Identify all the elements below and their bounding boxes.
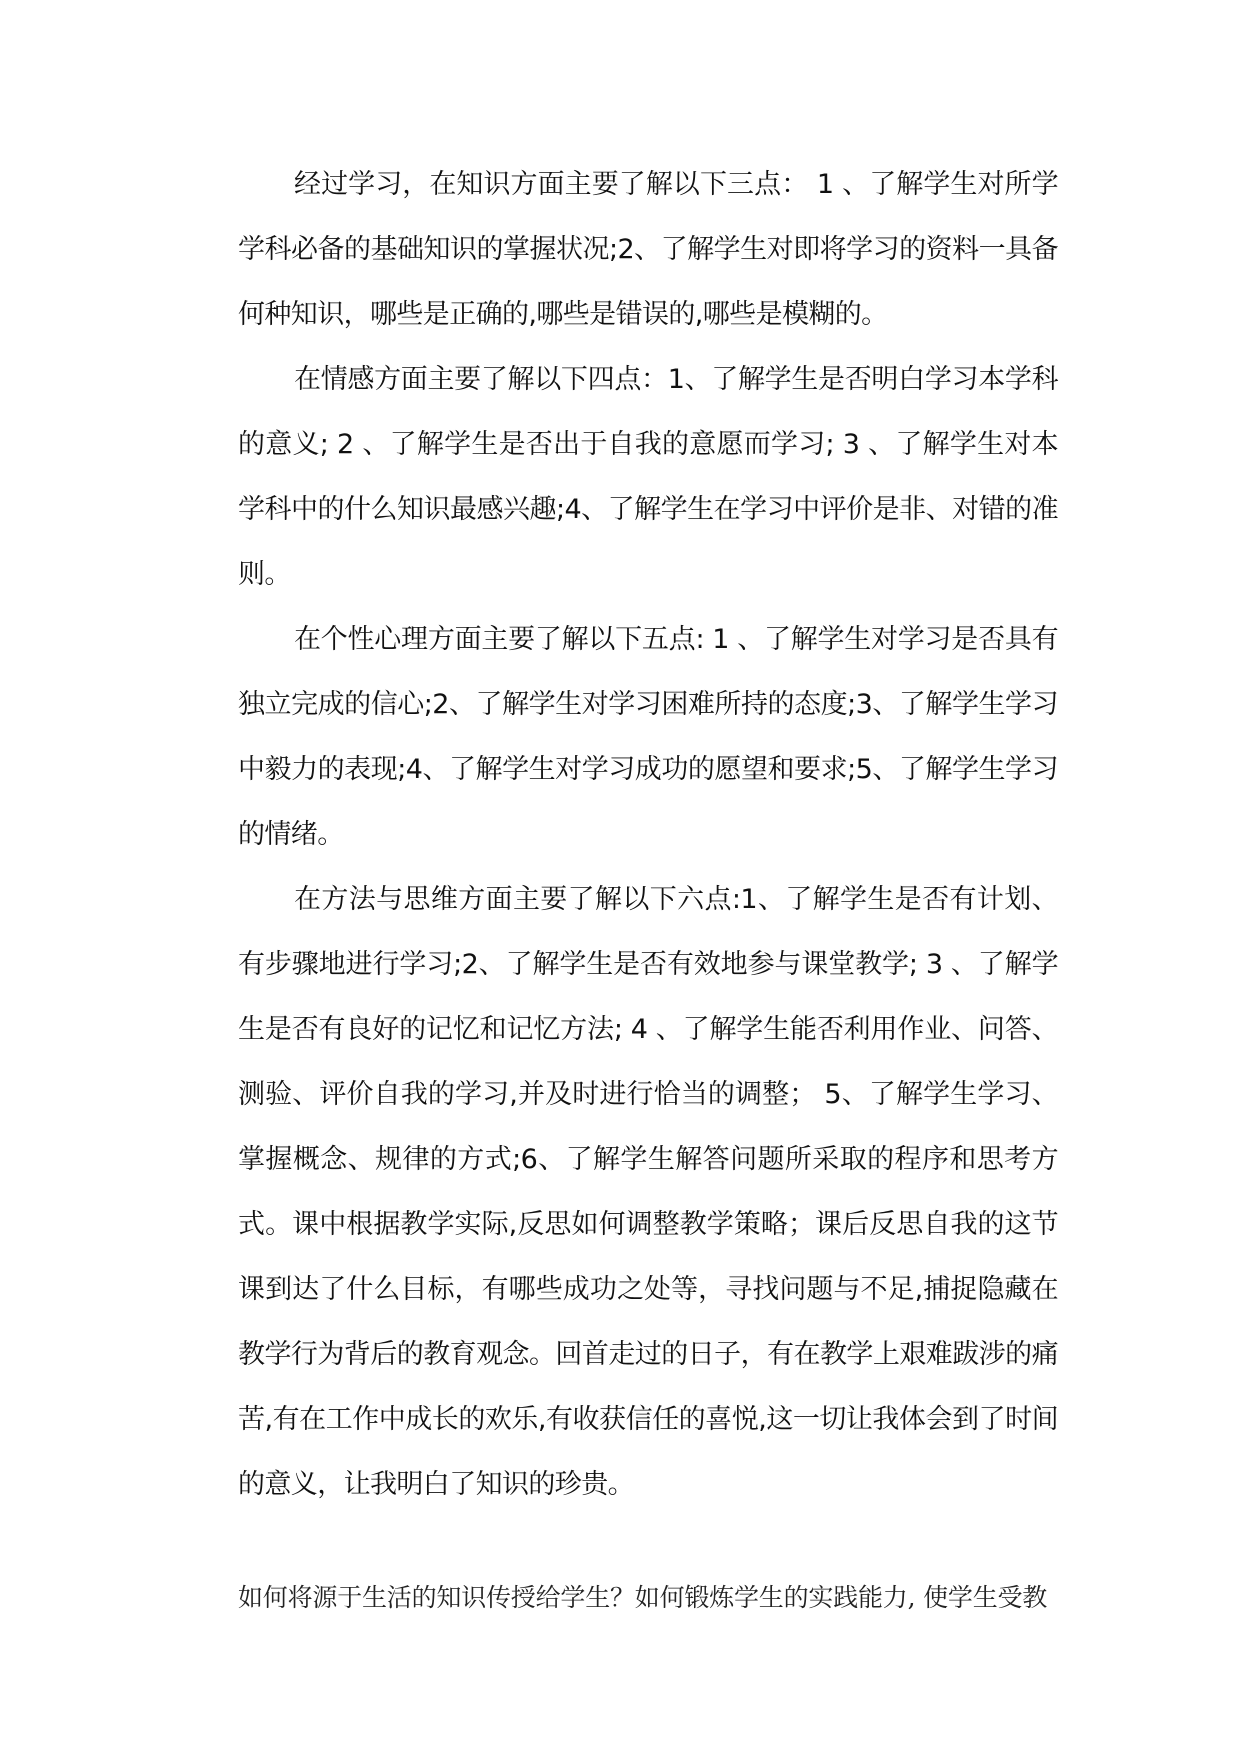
paragraph-knowledge: 经过学习，在知识方面主要了解以下三点： 1 、了解学生对所学学科必备的基础知识的掌握状况;2、了解学生对即将学习的资料一具备何种知识，哪些是正确的,哪些是错误的,哪些是模糊的。 bbox=[238, 169, 1058, 330]
document-body bbox=[238, 152, 1058, 1517]
paragraph-emotion: 在情感方面主要了解以下四点：1、了解学生是否明白学习本学科的意义; 2 、了解学生是否出于自我的意愿而学习; 3 、了解学生对本学科中的什么知识最感兴趣;4、了解学生在学习中评价是非、对错的准则。 bbox=[238, 364, 1058, 590]
paragraph-personality: 在个性心理方面主要了解以下五点: 1 、了解学生对学习是否具有独立完成的信心;2、了解学生对学习困难所持的态度;3、了解学生学习中毅力的表现;4、了解学生对学习成功的愿望和要求;5、了解学生学习的情绪。 bbox=[238, 624, 1058, 850]
paragraph-method-thinking: 在方法与思维方面主要了解以下六点:1、了解学生是否有计划、有步骤地进行学习;2、了解学生是否有效地参与课堂教学; 3 、了解学生是否有良好的记忆和记忆方法; 4 、了解学生能否利用作业、问答、测验、评价自我的学习,并及时进行恰当的调整； 5、了解学生学习、掌握概念、规律的方式;6、了解学生解答问题所采取的程序和思考方式。课中根据教学实际,反思如何调整教学策略；课后反思自我的这节课到达了什么目标，有哪些成功之处等，寻找问题与不足,捕捉隐藏在教学行为背后的教育观念。回首走过的日子，有在教学上艰难跋涉的痛苦,有在工作中成长的欢乐,有收获信任的喜悦,这一切让我体会到了时间的意义，让我明白了知识的珍贵。 bbox=[238, 884, 1058, 1500]
trailing-line: 如何将源于生活的知识传授给学生？如何锻炼学生的实践能力, 使学生受教 bbox=[238, 1583, 1048, 1612]
